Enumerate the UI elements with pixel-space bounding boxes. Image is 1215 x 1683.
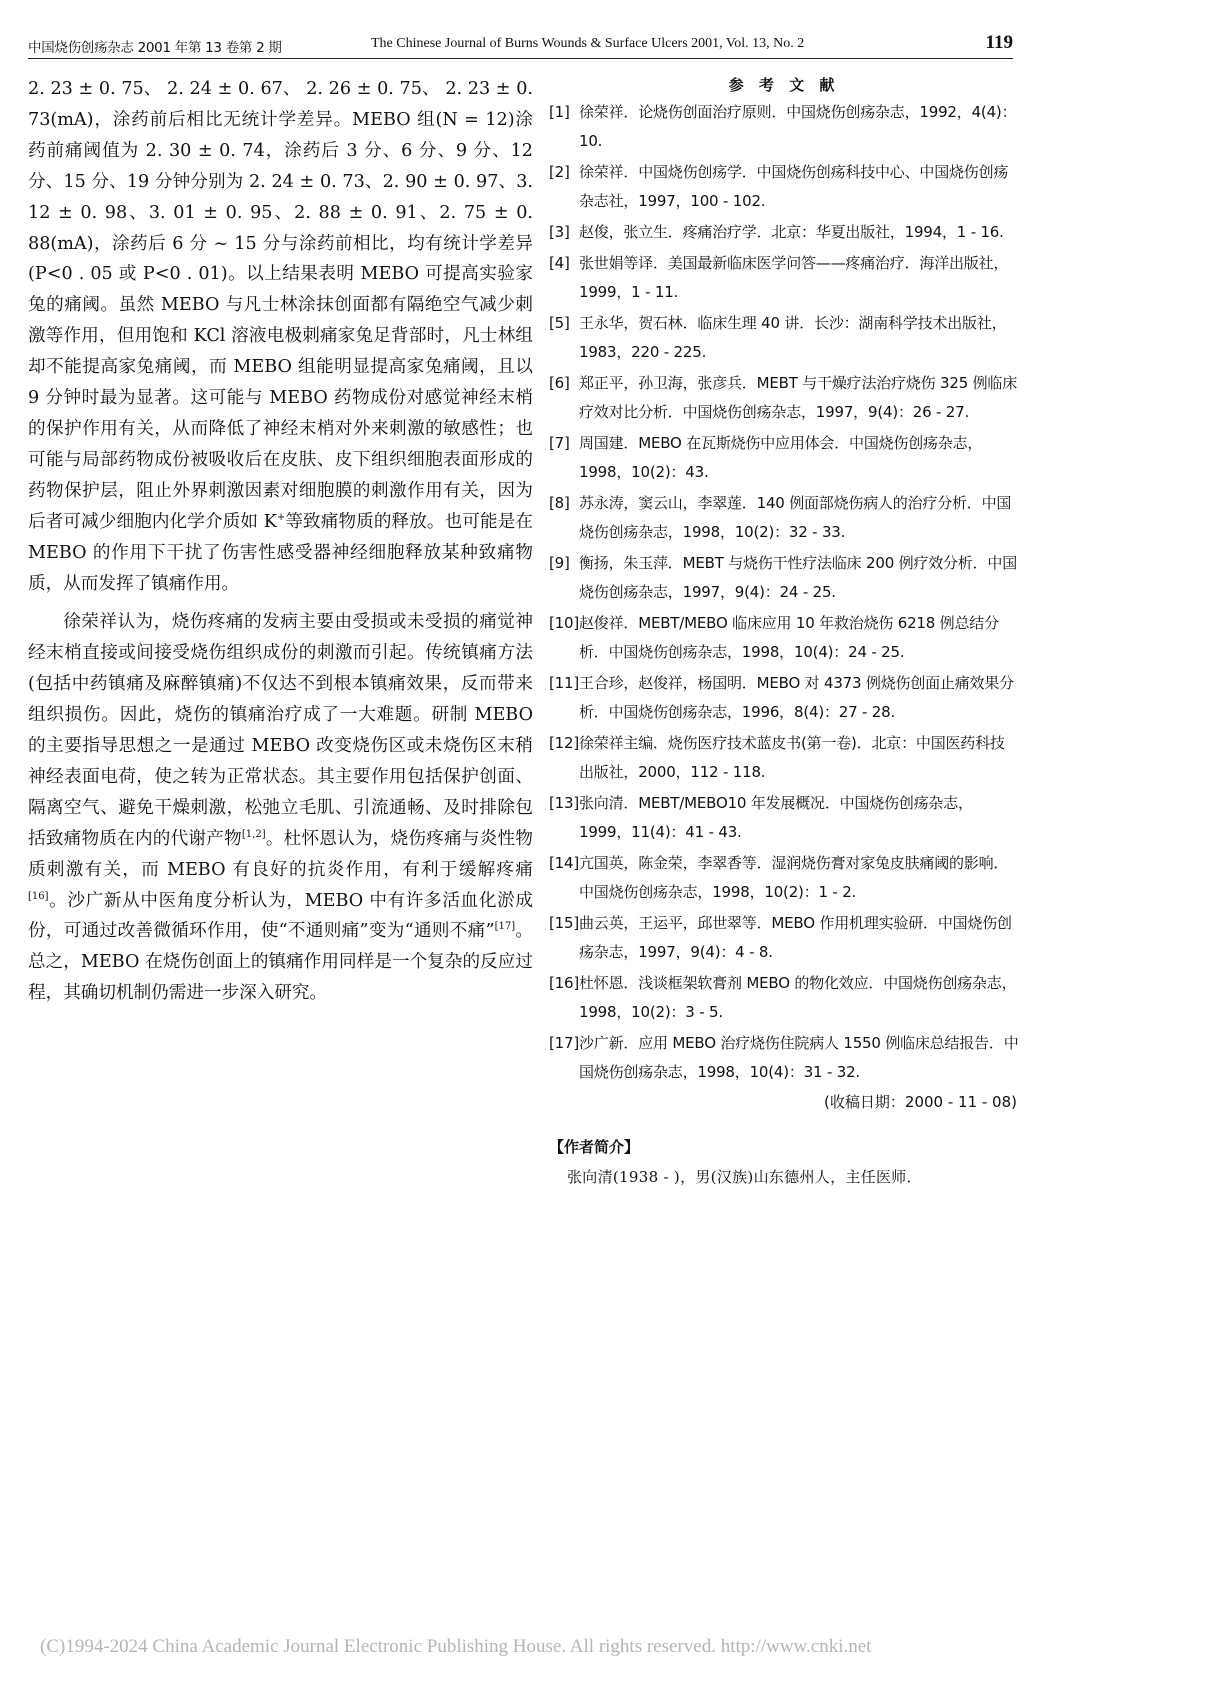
reference-item xyxy=(549,369,1019,427)
citation-superscript: [16] xyxy=(28,890,49,902)
reference-item xyxy=(549,849,1019,907)
paragraph-text: 。杜怀恩认为，烧伤疼痛与炎性物质刺激有关，而 MEBO 有良好的抗炎作用，有利于缓解疼痛 xyxy=(28,828,533,880)
reference-number: [7] xyxy=(549,434,570,452)
reference-text: 王合珍，赵俊祥，杨国明．MEBO 对 4373 例烧伤创面止痛效果分析．中国烧伤创疡杂志，1996，8(4)：27 - 28. xyxy=(579,674,1014,721)
reference-text: 亢国英，陈金荣，李翠香等．湿润烧伤膏对家兔皮肤痛阈的影响．中国烧伤创疡杂志，1998，10(2)：1 - 2. xyxy=(579,854,1009,901)
reference-item xyxy=(549,158,1019,216)
reference-item xyxy=(549,309,1019,367)
reference-number: [9] xyxy=(549,554,570,572)
journal-title-cn: 中国烧伤创疡杂志 2001 年第 13 卷第 2 期 xyxy=(28,40,282,56)
reference-item xyxy=(549,98,1019,156)
reference-text: 王永华，贺石林．临床生理 40 讲．长沙：湖南科学技术出版社，1983，220 - 225. xyxy=(579,314,1007,361)
left-column xyxy=(28,74,533,1009)
copyright-footer: (C)1994-2024 China Academic Journal Electronic Publishing House. All rights reserved. http://www.cnki.net xyxy=(40,1636,872,1657)
reference-item xyxy=(549,669,1019,727)
reference-text: 郑正平，孙卫海，张彦兵．MEBT 与干燥疗法治疗烧伤 325 例临床疗效对比分析．中国烧伤创疡杂志，1997，9(4)：26 - 27. xyxy=(579,374,1018,421)
reference-text: 徐荣祥主编．烧伤医疗技术蓝皮书(第一卷)．北京：中国医药科技出版社，2000，112 - 118. xyxy=(579,734,1005,781)
page-number: 119 xyxy=(985,32,1013,53)
reference-item xyxy=(549,549,1019,607)
reference-item xyxy=(549,249,1019,307)
author-bio: 张向清(1938 - )，男(汉族)山东德州人，主任医师． xyxy=(567,1168,922,1186)
paragraph-text: 等致痛物质的释放。也可能是在 MEBO 的作用下干扰了伤害性感受器神经细胞释放某种致痛物质，从而发挥了镇痛作用。 xyxy=(28,511,533,594)
reference-number: [6] xyxy=(549,374,570,392)
paragraph-text: 。沙广新从中医角度分析认为，MEBO 中有许多活血化淤成份，可通过改善微循环作用，使“不通则痛”变为“通则不痛” xyxy=(28,890,533,942)
reference-number: [13] xyxy=(549,794,579,812)
running-header xyxy=(28,34,1013,59)
reference-item xyxy=(549,909,1019,967)
reference-number: [17] xyxy=(549,1034,579,1052)
reference-item xyxy=(549,489,1019,547)
reference-text: 沙广新．应用 MEBO 治疗烧伤住院病人 1550 例临床总结报告．中国烧伤创疡杂志，1998，10(4)：31 - 32. xyxy=(579,1034,1019,1081)
reference-text: 曲云英，王运平，邱世翠等．MEBO 作用机理实验研．中国烧伤创疡杂志，1997，9(4)：4 - 8. xyxy=(579,914,1012,961)
reference-text: 徐荣祥．论烧伤创面治疗原则．中国烧伤创疡杂志，1992，4(4)：10. xyxy=(579,103,1017,150)
citation-superscript: [1,2] xyxy=(241,828,266,840)
reference-number: [14] xyxy=(549,854,579,872)
reference-item xyxy=(549,729,1019,787)
journal-title-en: The Chinese Journal of Burns Wounds & Surface Ulcers 2001, Vol. 13, No. 2 xyxy=(371,36,805,51)
reference-text: 赵俊，张立生．疼痛治疗学．北京：华夏出版社，1994，1 - 16. xyxy=(579,223,1004,241)
reference-number: [16] xyxy=(549,974,579,992)
reference-number: [4] xyxy=(549,254,570,272)
reference-item xyxy=(549,1029,1019,1087)
reference-number: [1] xyxy=(549,103,570,121)
reference-text: 张向清．MEBT/MEBO10 年发展概况．中国烧伤创疡杂志，1999，11(4)：41 - 43. xyxy=(579,794,973,841)
body-paragraph-1 xyxy=(28,74,533,599)
reference-number: [15] xyxy=(549,914,579,932)
superscript: + xyxy=(276,511,286,523)
reference-number: [8] xyxy=(549,494,570,512)
received-date: (收稿日期：2000 - 11 - 08) xyxy=(824,1093,1017,1111)
reference-item xyxy=(549,789,1019,847)
reference-item xyxy=(549,429,1019,487)
references-heading: 参 考 文 献 xyxy=(728,76,840,94)
paragraph-text: 。总之，MEBO 在烧伤创面上的镇痛作用同样是一个复杂的反应过程，其确切机制仍需进一步深入研究。 xyxy=(28,921,533,1004)
reference-list xyxy=(549,98,1019,1087)
reference-item xyxy=(549,969,1019,1027)
reference-text: 张世娟等译．美国最新临床医学问答——疼痛治疗．海洋出版社，1999，1 - 11. xyxy=(579,254,1009,301)
reference-number: [3] xyxy=(549,223,570,241)
paragraph-text: 2. 23 ± 0. 75、 2. 24 ± 0. 67、 2. 26 ± 0. 75、 2. 23 ± 0. 73(mA)，涂药前后相比无统计学差异。MEBO 组(N = 12)涂药前痛阈值为 2. 30 ± 0. 74，涂药后 3 分、6 分、9 分、12 分、15 分、19 分钟分别为 2. 24 ± 0. 73、2. 90 ± 0. 97、3. 12 ± 0. 98、3. 01 ± 0. 95、2. 88 ± 0. 91、2. 75 ± 0. 88(mA)，涂药后 6 分 ~ 15 分与涂药前相比，均有统计学差异(P<0 . 05 或 P<0 . 01)。以上结果表明 MEBO 可提高实验家兔的痛阈。虽然 MEBO 与凡士林涂抹创面都有隔绝空气减少刺激等作用，但用饱和 KCl 溶液电极刺痛家兔足背部时，凡士林组却不能提高家兔痛阈，而 MEBO 组能明显提高家兔痛阈，且以 9 分钟时最为显著。这可能与 MEBO 药物成份对感觉神经末梢的保护作用有关，从而降低了神经末梢对外来刺激的敏感性；也可能与局部药物成份被吸收后在皮肤、皮下组织细胞表面形成的药物保护层，阻止外界刺激因素对细胞膜的刺激作用有关，因为后者可减少细胞内化学介质如 K xyxy=(28,79,533,532)
reference-item xyxy=(549,218,1019,247)
reference-number: [11] xyxy=(549,674,579,692)
reference-number: [12] xyxy=(549,734,579,752)
paragraph-text: 徐荣祥认为，烧伤疼痛的发病主要由受损或未受损的痛觉神经末梢直接或间接受烧伤组织成份的刺激而引起。传统镇痛方法(包括中药镇痛及麻醉镇痛)不仅达不到根本镇痛效果，反而带来组织损伤。因此，烧伤的镇痛治疗成了一大难题。研制 MEBO 的主要指导思想之一是通过 MEBO 改变烧伤区或未烧伤区末稍神经表面电荷，使之转为正常状态。其主要作用包括保护创面、隔离空气、避免干燥刺激，松弛立毛肌、引流通畅、及时排除包括致痛物质在内的代谢产物 xyxy=(28,612,533,849)
reference-number: [10] xyxy=(549,614,579,632)
reference-text: 徐荣祥．中国烧伤创疡学．中国烧伤创疡科技中心、中国烧伤创疡杂志社，1997，100 - 102. xyxy=(579,163,1009,210)
reference-item xyxy=(549,609,1019,667)
reference-text: 衡扬，朱玉萍．MEBT 与烧伤干性疗法临床 200 例疗效分析．中国烧伤创疡杂志，1997，9(4)：24 - 25. xyxy=(579,554,1018,601)
author-heading: 【作者简介】 xyxy=(549,1138,640,1156)
reference-number: [2] xyxy=(549,163,570,181)
reference-number: [5] xyxy=(549,314,570,332)
right-column xyxy=(549,72,1019,1189)
reference-text: 杜怀恩．浅谈框架软膏剂 MEBO 的物化效应．中国烧伤创疡杂志，1998，10(2)：3 - 5. xyxy=(579,974,1017,1021)
reference-text: 苏永涛，窦云山，李翠莲．140 例面部烧伤病人的治疗分析．中国烧伤创疡杂志，1998，10(2)：32 - 33. xyxy=(579,494,1012,541)
body-paragraph-2 xyxy=(28,607,533,1009)
reference-text: 赵俊祥．MEBT/MEBO 临床应用 10 年救治烧伤 6218 例总结分析．中国烧伤创疡杂志，1998，10(4)：24 - 25. xyxy=(579,614,999,661)
reference-text: 周国建．MEBO 在瓦斯烧伤中应用体会．中国烧伤创疡杂志，1998，10(2)：43. xyxy=(579,434,983,481)
citation-superscript: [17] xyxy=(494,921,516,933)
